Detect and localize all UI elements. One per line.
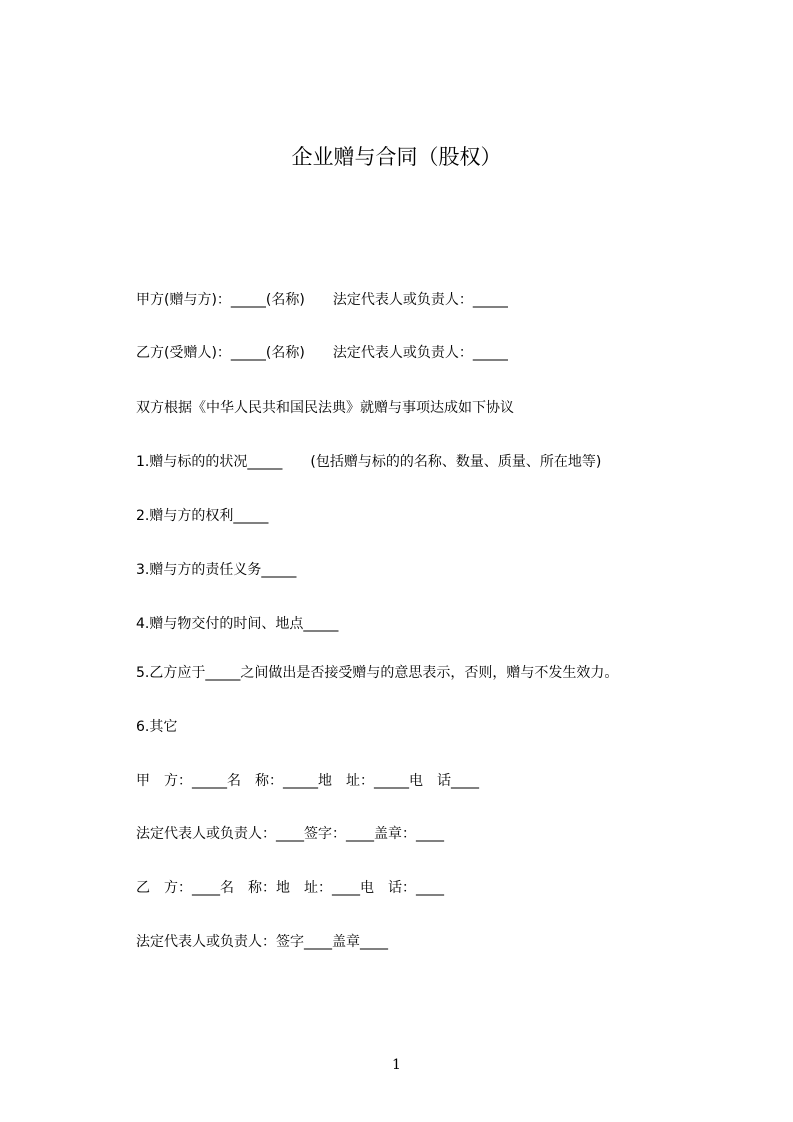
party-a-representative-signature: 法定代表人或负责人：____签字：____盖章：____ [136,826,444,842]
party-a-line: 甲方(赠与方)：_____(名称) 法定代表人或负责人：_____ [136,292,508,308]
agreement-intro: 双方根据《中华人民共和国民法典》就赠与事项达成如下协议 [136,400,514,416]
document-title: 企业赠与合同（股权） [291,145,502,169]
party-b-line: 乙方(受赠人)：_____(名称) 法定代表人或负责人：_____ [136,345,508,361]
clause-3: 3.赠与方的责任义务_____ [136,562,297,578]
party-b-signature-info: 乙 方：____名 称：地 址：____电 话：____ [136,880,444,896]
clause-2: 2.赠与方的权利_____ [136,508,269,524]
clause-6: 6.其它 [136,719,178,735]
party-a-signature-info: 甲 方：_____名 称：_____地 址：_____电 话____ [136,773,479,789]
clause-5: 5.乙方应于_____之间做出是否接受赠与的意思表示，否则，赠与不发生效力。 [136,665,619,681]
party-b-representative-signature: 法定代表人或负责人：签字____盖章____ [136,934,388,950]
page-number: 1 [392,1057,401,1073]
clause-1: 1.赠与标的的状况_____ (包括赠与标的的名称、数量、质量、所在地等) [136,454,602,470]
clause-4: 4.赠与物交付的时间、地点_____ [136,616,339,632]
